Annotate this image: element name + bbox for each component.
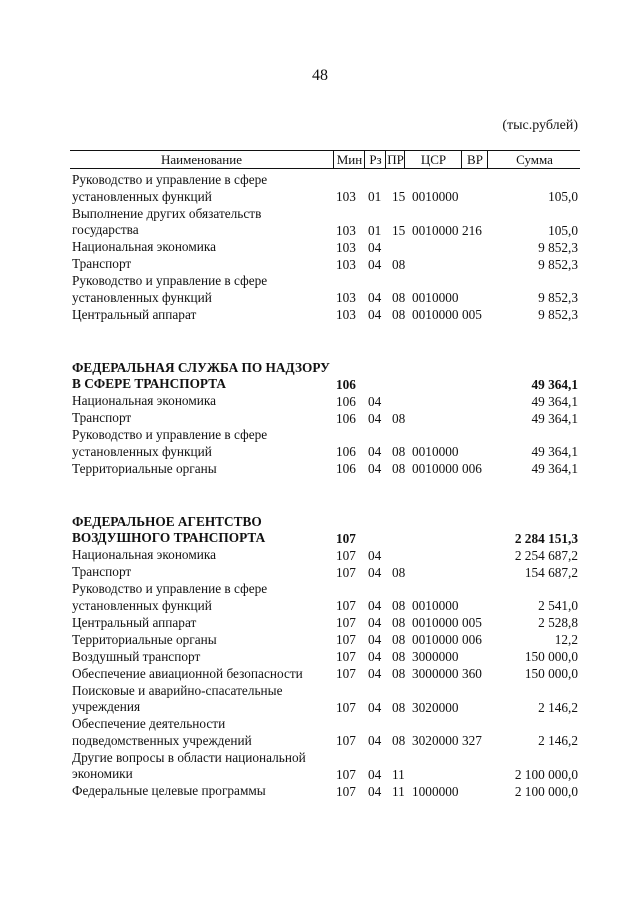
row-vr: 005 xyxy=(462,615,482,630)
row-name: Обеспечение авиационной безопасности xyxy=(72,665,303,681)
row-pr: 08 xyxy=(392,564,406,580)
row-rz: 04 xyxy=(368,649,382,664)
row-name: Воздушный транспорт xyxy=(72,648,201,664)
row-sum: 2 100 000,0 xyxy=(514,766,578,782)
table-row xyxy=(0,410,640,427)
row-name: Центральный аппарат xyxy=(72,614,197,630)
row-rz: 04 xyxy=(368,393,382,409)
row-min: 106 xyxy=(336,393,356,409)
header-name: Наименование xyxy=(161,152,242,167)
row-sum: 2 100 000,0 xyxy=(514,783,578,799)
table-row xyxy=(0,256,640,273)
row-rz: 04 xyxy=(368,615,382,630)
units-label: (тыс.рублей) xyxy=(502,118,578,133)
table-row xyxy=(0,649,640,666)
row-name: Руководство и управление в сфере установленных функций xyxy=(72,427,268,459)
row-csr: 0010000 xyxy=(412,307,459,322)
row-csr: 0010000 xyxy=(412,222,459,238)
row-min: 107 xyxy=(336,666,356,681)
row-min: 107 xyxy=(336,547,356,563)
header-rz: Рз xyxy=(364,151,386,168)
row-pr: 08 xyxy=(392,307,406,322)
row-csr: 1000000 xyxy=(412,783,459,799)
table-body xyxy=(0,172,640,800)
row-rz: 04 xyxy=(368,410,382,426)
row-name: Другие вопросы в области национальной экономики xyxy=(72,749,306,781)
row-min: 106 xyxy=(336,410,356,426)
row-sum: 150 000,0 xyxy=(524,649,578,664)
row-name: Транспорт xyxy=(72,564,132,579)
row-csr: 3000000 xyxy=(412,666,459,681)
table-row xyxy=(0,206,640,240)
row-min: 107 xyxy=(336,649,356,664)
row-vr: 005 xyxy=(462,307,482,322)
table-row xyxy=(0,307,640,324)
row-name: Руководство и управление в сфере установленных функций xyxy=(72,581,268,613)
row-sum: 2 284 151,3 xyxy=(514,530,578,546)
row-rz: 04 xyxy=(368,444,382,459)
row-sum: 150 000,0 xyxy=(524,666,578,681)
header-pr: ПР xyxy=(385,151,405,168)
header-csr: ЦСР xyxy=(404,151,462,168)
row-rz: 04 xyxy=(368,290,382,305)
table-row xyxy=(0,427,640,461)
row-min: 103 xyxy=(336,256,356,272)
section-row xyxy=(0,360,640,394)
row-name: Территориальные органы xyxy=(72,460,217,476)
row-rz: 04 xyxy=(368,239,382,255)
row-min: 107 xyxy=(336,530,356,546)
row-min: 106 xyxy=(336,376,356,392)
row-csr: 0010000 xyxy=(412,615,459,630)
row-csr: 3000000 xyxy=(412,649,459,664)
row-csr: 0010000 xyxy=(412,444,459,459)
row-pr: 08 xyxy=(392,410,406,426)
row-name: Федеральные целевые программы xyxy=(72,783,266,798)
row-sum: 49 364,1 xyxy=(531,376,578,392)
row-rz: 01 xyxy=(368,222,382,238)
row-sum: 9 852,3 xyxy=(538,256,578,272)
row-rz: 04 xyxy=(368,307,382,322)
row-name: Территориальные органы xyxy=(72,631,217,647)
table-row xyxy=(0,750,640,784)
row-name: Национальная экономика xyxy=(72,239,217,254)
row-csr: 0010000 xyxy=(412,189,459,204)
table-row xyxy=(0,581,640,615)
table-row xyxy=(0,783,640,800)
row-rz: 04 xyxy=(368,461,382,476)
row-rz: 04 xyxy=(368,783,382,799)
row-name: Национальная экономика xyxy=(72,547,217,562)
row-min: 106 xyxy=(336,461,356,476)
table-row xyxy=(0,615,640,632)
row-rz: 04 xyxy=(368,256,382,272)
row-sum: 49 364,1 xyxy=(531,393,578,409)
table-row xyxy=(0,716,640,750)
row-pr: 08 xyxy=(392,615,406,630)
row-pr: 15 xyxy=(392,189,406,204)
row-pr: 08 xyxy=(392,290,406,305)
row-pr: 08 xyxy=(392,461,406,476)
row-name: Руководство и управление в сфере установленных функций xyxy=(72,172,268,204)
row-name: Центральный аппарат xyxy=(72,306,197,322)
row-sum: 105,0 xyxy=(548,189,578,204)
table-row xyxy=(0,461,640,478)
row-name: Обеспечение деятельности подведомственных учреждений xyxy=(72,716,252,748)
row-sum: 12,2 xyxy=(554,632,578,647)
row-min: 107 xyxy=(336,699,356,715)
row-pr: 08 xyxy=(392,733,406,748)
row-sum: 9 852,3 xyxy=(538,239,578,255)
row-sum: 105,0 xyxy=(548,222,578,238)
row-csr: 0010000 xyxy=(412,290,459,305)
table-row xyxy=(0,393,640,410)
table-header xyxy=(70,150,580,169)
row-rz: 04 xyxy=(368,666,382,681)
row-pr: 08 xyxy=(392,598,406,613)
row-min: 107 xyxy=(336,598,356,613)
row-pr: 11 xyxy=(392,766,405,782)
row-pr: 11 xyxy=(392,783,405,799)
row-vr: 216 xyxy=(462,222,482,238)
row-vr: 006 xyxy=(462,632,482,647)
row-sum: 154 687,2 xyxy=(524,564,578,580)
row-csr: 0010000 xyxy=(412,461,459,476)
row-name: ФЕДЕРАЛЬНАЯ СЛУЖБА ПО НАДЗОРУ В СФЕРЕ ТРАНСПОРТА xyxy=(72,359,330,391)
row-pr: 08 xyxy=(392,699,406,715)
table-row xyxy=(0,273,640,307)
table-row xyxy=(0,564,640,581)
row-sum: 9 852,3 xyxy=(538,290,578,305)
row-name: Национальная экономика xyxy=(72,393,217,408)
row-csr: 3020000 xyxy=(412,733,459,748)
row-csr: 3020000 xyxy=(412,699,459,715)
row-min: 103 xyxy=(336,239,356,255)
row-min: 107 xyxy=(336,564,356,580)
row-sum: 49 364,1 xyxy=(531,410,578,426)
row-vr: 006 xyxy=(462,461,482,476)
row-min: 107 xyxy=(336,615,356,630)
row-rz: 04 xyxy=(368,733,382,748)
row-sum: 2 528,8 xyxy=(538,615,578,630)
row-sum: 9 852,3 xyxy=(538,307,578,322)
row-min: 107 xyxy=(336,766,356,782)
row-rz: 04 xyxy=(368,632,382,647)
row-pr: 08 xyxy=(392,666,406,681)
row-min: 103 xyxy=(336,222,356,238)
row-csr: 0010000 xyxy=(412,598,459,613)
row-pr: 08 xyxy=(392,632,406,647)
table-row xyxy=(0,632,640,649)
table-row xyxy=(0,172,640,206)
row-rz: 04 xyxy=(368,699,382,715)
row-sum: 2 254 687,2 xyxy=(514,547,578,563)
row-min: 103 xyxy=(336,189,356,204)
table-row xyxy=(0,239,640,256)
table-row xyxy=(0,666,640,683)
row-sum: 49 364,1 xyxy=(531,444,578,459)
row-vr: 360 xyxy=(462,666,482,681)
row-name: Поисковые и аварийно-спасательные учреждения xyxy=(72,682,283,714)
header-sum: Сумма xyxy=(487,151,581,168)
header-vr: ВР xyxy=(461,151,488,168)
table-row xyxy=(0,683,640,717)
header-min: Мин xyxy=(333,151,365,168)
row-rz: 04 xyxy=(368,598,382,613)
row-name: Выполнение других обязательств государства xyxy=(72,205,262,237)
row-sum: 2 146,2 xyxy=(538,699,578,715)
row-csr: 0010000 xyxy=(412,632,459,647)
row-min: 103 xyxy=(336,307,356,322)
row-min: 103 xyxy=(336,290,356,305)
row-rz: 01 xyxy=(368,189,382,204)
row-name: ФЕДЕРАЛЬНОЕ АГЕНТСТВО ВОЗДУШНОГО ТРАНСПОРТА xyxy=(72,513,266,545)
row-sum: 49 364,1 xyxy=(531,461,578,476)
row-rz: 04 xyxy=(368,564,382,580)
row-rz: 04 xyxy=(368,547,382,563)
section-row xyxy=(0,514,640,548)
table-row xyxy=(0,547,640,564)
row-pr: 15 xyxy=(392,222,406,238)
row-sum: 2 541,0 xyxy=(538,598,578,613)
row-vr: 327 xyxy=(462,733,482,748)
row-min: 107 xyxy=(336,632,356,647)
row-pr: 08 xyxy=(392,444,406,459)
row-rz: 04 xyxy=(368,766,382,782)
row-pr: 08 xyxy=(392,649,406,664)
row-name: Транспорт xyxy=(72,410,132,425)
row-name: Руководство и управление в сфере установленных функций xyxy=(72,273,268,305)
row-sum: 2 146,2 xyxy=(538,733,578,748)
row-min: 107 xyxy=(336,783,356,799)
row-min: 107 xyxy=(336,733,356,748)
page-number: 48 xyxy=(312,67,328,84)
row-min: 106 xyxy=(336,444,356,459)
row-pr: 08 xyxy=(392,256,406,272)
row-name: Транспорт xyxy=(72,256,132,271)
